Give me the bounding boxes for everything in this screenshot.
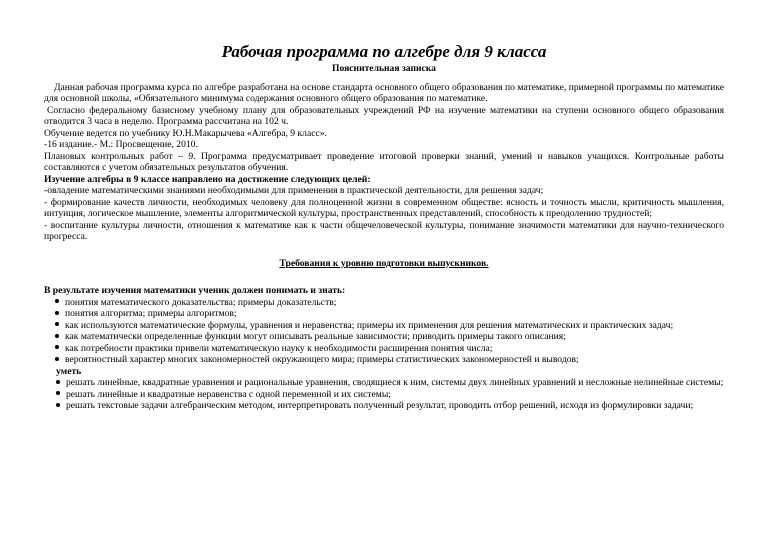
list-item-text: как потребности практики привели математическую науку к необходимости расширения понятия числа; — [65, 342, 493, 354]
know-heading: В результате изучения математики ученик должен понимать и знать: — [44, 285, 346, 296]
list-item — [44, 308, 724, 320]
bullet-icon — [55, 357, 59, 361]
intro-paragraph: Данная рабочая программа курса по алгебре разработана на основе стандарта основного общего образования по математике, примерной программы по математике для основной школы, «Обязательного минимума содержания основного общего образования по математике. — [44, 81, 724, 104]
goal-item: - формирование качеств личности, необходимых человеку для полноценной жизни в современном обществе: ясность и точность мысли, критичность мышления, интуиция, логическое мышление, элементы алгоритмической культуры, пространственных представлений, способность к преодолению трудностей; — [44, 196, 724, 219]
list-item — [44, 320, 724, 332]
list-item-text: решать линейные, квадратные уравнения и рациональные уравнения, сводящиеся к ним, системы двух линейных уравнений и несложные нелинейные системы; — [66, 377, 724, 388]
document-subtitle: Пояснительная записка — [332, 63, 436, 74]
goal-item: -овладение математическими знаниями необходимыми для применения в практической деятельности, для решения задач; — [44, 185, 544, 196]
skills-heading: уметь — [56, 365, 82, 377]
bullet-icon — [55, 334, 59, 338]
document-page — [44, 42, 724, 412]
bullet-icon — [56, 403, 60, 407]
document-title: Рабочая программа по алгебре для 9 класса — [221, 42, 547, 61]
bullet-icon — [55, 299, 59, 303]
bullet-icon — [55, 322, 59, 326]
bullet-icon — [56, 380, 60, 384]
list-item — [44, 354, 724, 366]
list-item-text: понятия математического доказательства; примеры доказательств; — [65, 296, 337, 308]
list-item — [44, 389, 724, 401]
list-item — [44, 343, 724, 355]
list-item-text: как используются математические формулы, уравнения и неравенства; примеры их применения для решения математических и практических задач; — [65, 319, 674, 331]
goal-item: - воспитание культуры личности, отношения к математике как к части общечеловеческой культуры, понимание значимости математики для научно-технического прогресса. — [44, 219, 724, 242]
list-item — [44, 400, 724, 412]
bullet-icon — [56, 391, 60, 395]
requirements-heading: Требования к уровню подготовки выпускников. — [279, 257, 489, 269]
intro-paragraph: Плановых контрольных работ – 9. Программа предусматривает проведение итоговой проверки знаний, умений и навыков учащихся. Контрольные работы составляются с учетом обязательных результатов обучения. — [44, 150, 724, 173]
list-item-text: решать текстовые задачи алгебраическим методом, интерпретировать полученный результат, проводить отбор решений, исходя из формулировки задачи; — [66, 400, 694, 411]
list-item-text: как математически определенные функции могут описывать реальные зависимости; приводить примеры такого описания; — [65, 331, 566, 342]
skills-list — [44, 377, 724, 412]
list-item — [44, 377, 724, 389]
bullet-icon — [55, 345, 59, 349]
intro-paragraph: Согласно федеральному базисному учебному плану для образовательных учреждений РФ на изучение математики на ступени основного общего образования отводится 3 часа в неделю. Программа рассчитана на 102 ч. — [44, 104, 724, 127]
bullet-icon — [55, 311, 59, 315]
goals-heading: Изучение алгебры в 9 классе направлено на достижение следующих целей: — [44, 173, 371, 185]
know-list — [44, 297, 724, 366]
list-item-text: вероятностный характер многих закономерностей окружающего мира; примеры статистических закономерностей и выводов; — [65, 354, 579, 365]
list-item-text: решать линейные и квадратные неравенства с одной переменной и их системы; — [66, 388, 391, 400]
list-item — [44, 331, 724, 343]
list-item — [44, 297, 724, 309]
list-item-text: понятия алгоритма; примеры алгоритмов; — [65, 308, 237, 319]
intro-paragraph: -16 издание.- М.: Просвещение, 2010. — [44, 139, 198, 150]
intro-paragraph: Обучение ведется по учебнику Ю.Н.Макарычева «Алгебра, 9 класс». — [44, 127, 327, 139]
